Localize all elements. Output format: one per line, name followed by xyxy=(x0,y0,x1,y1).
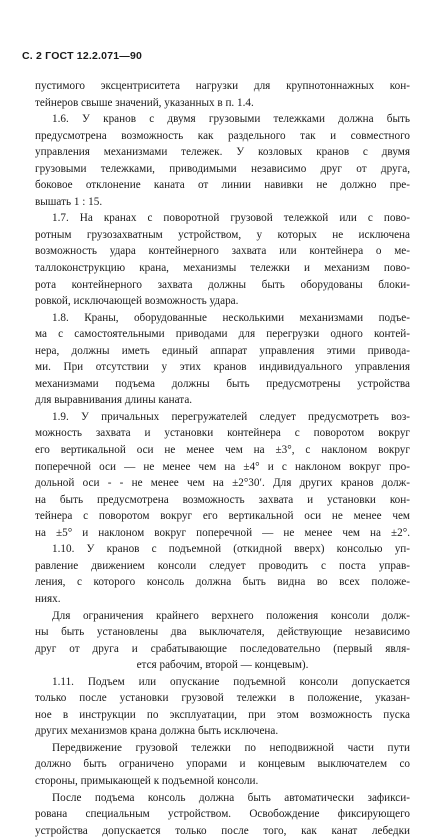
text-line: 1.10. У кранов с подъемной (откидной вверх) консолью уп- xyxy=(52,543,410,556)
text-line: тейнеров свыше значений, указанных в п. 1.4. xyxy=(35,96,254,109)
text-line: ное в инструкции по эксплуатации, при этом возможность пуска xyxy=(35,708,410,721)
text-line: на быть предусмотрена возможность захвата и установки кон- xyxy=(35,493,410,506)
text-line: ротным грузозахватным устройством, у которых не исключена xyxy=(35,228,410,241)
text-line: ны быть установлены два выключателя, действующие независимо xyxy=(35,626,410,639)
text-line: на ±5° и наклоном вокруг поперечной — не менее чем на ±2°. xyxy=(35,526,410,539)
text-line: стороны, примыкающей к подъемной консоли. xyxy=(35,774,259,787)
text-line: поперечной оси — не менее чем на ±4° и с наклоном вокруг про- xyxy=(35,460,410,473)
text-line: 1.9. У причальных перегружателей следует предусмотреть воз- xyxy=(52,410,410,423)
text-line: нера, должны иметь единый аппарат управления этими приводa- xyxy=(35,344,410,357)
text-line: механизмами подъема должны быть предусмотрены устройства xyxy=(35,377,410,390)
text-line: 1.11. Подъем или опускание подъемной консоли допускается xyxy=(52,675,410,688)
text-line: ми. При отсутствии у этих кранов индивидуального управления xyxy=(35,361,410,374)
text-line: равление движением консоли следует проводить с поста управ- xyxy=(35,559,410,572)
text-line: дольной оси - - не менее чем на ±2°30′. Для других кранов долж- xyxy=(35,477,410,490)
text-line: предусмотрена возможность как раздельного так и совместного xyxy=(35,129,410,142)
text-line: возможность удара контейнерного захвата или контейнера о ме- xyxy=(35,245,410,258)
text-line: ется рабочим, второй — концевым). xyxy=(136,659,309,672)
text-line: его вертикальной оси не менее чем на ±3°, с наклоном вокруг xyxy=(35,444,410,457)
text-line: ровкой, исключающей возможность удара. xyxy=(35,295,239,308)
text-line: ма с самостоятельными приводами для перегрузки одного контей- xyxy=(35,328,410,341)
text-line: только после установки грузовой тележки в положение, указан- xyxy=(35,692,410,705)
text-line: пустимого эксцентриситета нагрузки для крупнотоннажных кон- xyxy=(35,80,410,92)
text-line: ниях. xyxy=(35,592,61,605)
text-line: После подъема консоль должна быть автоматически зафикси- xyxy=(52,791,410,804)
text-line: управления механизмами тележек. У козловых кранов с двумя xyxy=(35,146,410,159)
document-body xyxy=(35,78,410,839)
text-line: рована специальным устройством. Освобождение фиксирующего xyxy=(35,808,410,821)
text-line: рота контейнерного захвата должны быть оборудованы блоки- xyxy=(35,278,410,291)
text-line: 1.6. У кранов с двумя грузовыми тележками должна быть xyxy=(52,113,410,126)
text-line: боковое отклонение каната от линии навивки не должно пре- xyxy=(35,179,410,192)
text-line: друг от друга и срабатывающие последовательно (первый явля- xyxy=(35,642,410,655)
text-line: 1.8. Краны, оборудованные несколькими механизмами подъе- xyxy=(52,311,410,324)
text-line: грузовыми тележками, приводимыми независимо друг от друга, xyxy=(35,162,410,175)
text-line: можность захвата и установки контейнера с поворотом вокруг xyxy=(35,427,410,440)
text-line: Передвижение грузовой тележки по неподвижной части пути xyxy=(52,741,410,754)
text-line: 1.7. На кранах с поворотной грузовой тележкой или с пово- xyxy=(52,212,410,225)
text-line: таллоконструкцию крана, механизмы тележки и механизм пово- xyxy=(35,262,410,275)
page-header: С. 2 ГОСТ 12.2.071—90 xyxy=(22,50,143,62)
text-line: Для ограничения крайнего верхнего положения консоли долж- xyxy=(52,609,410,622)
text-line: должно быть ограничено упорами и концевым выключателем со xyxy=(35,758,410,771)
text-line: тейнера с поворотом вокруг его вертикальной оси не менее чем xyxy=(35,510,410,523)
text-line: других механизмов крана должна быть исключена. xyxy=(35,725,279,738)
text-line: ления, с которого консоль должна быть видна во всех положе- xyxy=(35,576,410,589)
text-line: устройства допускается только после того, как канат лебедки xyxy=(35,824,410,837)
text-line: для выравнивания длины каната. xyxy=(35,394,193,407)
text-line: вышать 1 : 15. xyxy=(35,195,103,208)
